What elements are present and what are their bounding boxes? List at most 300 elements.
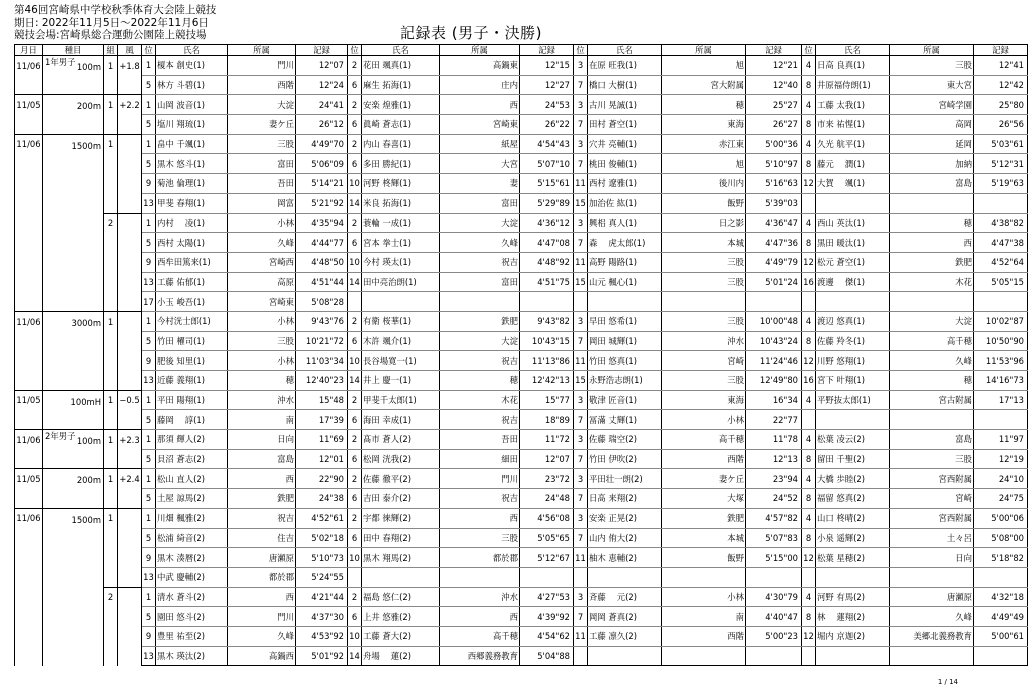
team-cell	[662, 567, 746, 587]
athlete-name-cell: 佐藤 瑞空(2)	[588, 430, 662, 450]
table-row	[15, 489, 1028, 509]
team-cell: 西	[228, 469, 296, 489]
athlete-name-cell	[816, 646, 890, 666]
record-cell: 17"39	[296, 410, 348, 430]
record-cell: 4'57"82	[746, 508, 802, 528]
record-cell	[746, 646, 802, 666]
place-cell: 9	[142, 174, 156, 194]
place-cell: 2	[348, 430, 362, 450]
athlete-name-cell: 園田 悠斗(2)	[156, 607, 228, 627]
place-cell	[574, 292, 588, 312]
athlete-name-cell: 竹田 悠真(1)	[588, 351, 662, 371]
record-cell: 5'15"61	[520, 174, 574, 194]
team-cell: 大淀	[440, 331, 520, 351]
record-cell: 12"15	[520, 56, 574, 76]
team-cell: 宮崎	[890, 489, 974, 509]
athlete-name-cell: 藤岡 諄(1)	[156, 410, 228, 430]
event-distance: 100m	[76, 436, 101, 447]
record-cell: 5'07"83	[746, 528, 802, 548]
place-cell: 14	[348, 371, 362, 391]
record-cell: 4'35"94	[296, 213, 348, 233]
team-cell: 吾田	[228, 174, 296, 194]
team-cell: 西	[440, 95, 520, 115]
column-header: 氏名	[362, 45, 440, 56]
event-cell	[43, 528, 104, 548]
team-cell: 穂	[890, 213, 974, 233]
event-distance: 200m	[76, 101, 101, 112]
athlete-name-cell: 榎本 創史(1)	[156, 56, 228, 76]
place-cell: 11	[574, 174, 588, 194]
event-cell	[43, 449, 104, 469]
athlete-name-cell: 敬津 匠音(1)	[588, 390, 662, 410]
results-body	[15, 56, 1028, 666]
table-row	[15, 508, 1028, 528]
record-cell: 24"38	[296, 489, 348, 509]
wind-cell: −0.5	[118, 390, 142, 410]
athlete-name-cell: 市来 祐惺(1)	[816, 115, 890, 135]
team-cell: 宮崎東	[228, 292, 296, 312]
place-cell: 2	[348, 134, 362, 154]
event-cell	[43, 646, 104, 666]
record-cell	[974, 567, 1028, 587]
team-cell	[662, 292, 746, 312]
athlete-name-cell: 山元 楓心(1)	[588, 272, 662, 292]
record-cell: 4'32"18	[974, 587, 1028, 607]
table-row	[15, 233, 1028, 253]
record-cell: 10'00"48	[746, 311, 802, 331]
team-cell: 大宮	[440, 154, 520, 174]
record-cell: 5'12"67	[520, 548, 574, 568]
wind-cell	[118, 410, 142, 430]
wind-cell	[118, 174, 142, 194]
athlete-name-cell: 有衛 桜華(1)	[362, 311, 440, 331]
place-cell: 3	[574, 213, 588, 233]
team-cell: 旭	[662, 154, 746, 174]
column-header: 記録	[520, 45, 574, 56]
athlete-name-cell: 加治佐 紘(1)	[588, 193, 662, 213]
heat-cell	[104, 567, 118, 587]
column-header: 氏名	[816, 45, 890, 56]
athlete-name-cell: 留田 千聖(2)	[816, 449, 890, 469]
event-cell	[43, 371, 104, 391]
place-cell: 12	[802, 626, 816, 646]
athlete-name-cell: 渡邊 傑(1)	[816, 272, 890, 292]
place-cell: 6	[348, 607, 362, 627]
athlete-name-cell: 川畑 楓雅(2)	[156, 508, 228, 528]
team-cell: 沖水	[662, 331, 746, 351]
team-cell: 祝吉	[440, 410, 520, 430]
event-cell	[43, 75, 104, 95]
record-cell: 12'49"80	[746, 371, 802, 391]
page-number: 1 / 14	[937, 678, 958, 686]
athlete-name-cell: 豊里 祐至(2)	[156, 626, 228, 646]
record-cell	[746, 292, 802, 312]
column-header: 所属	[890, 45, 974, 56]
place-cell: 7	[574, 75, 588, 95]
date-cell	[15, 351, 43, 371]
athlete-name-cell	[362, 567, 440, 587]
wind-cell	[118, 371, 142, 391]
team-cell: 高岡	[890, 115, 974, 135]
wind-cell	[118, 567, 142, 587]
table-row	[15, 528, 1028, 548]
event-cell	[43, 311, 104, 331]
athlete-name-cell: 佐藤 羚冬(1)	[816, 331, 890, 351]
record-cell: 17"13	[974, 390, 1028, 410]
athlete-name-cell: 松浦 綺音(2)	[156, 528, 228, 548]
heat-cell	[104, 331, 118, 351]
date-cell	[15, 292, 43, 312]
team-cell: 三股	[228, 134, 296, 154]
record-cell: 4'44"77	[296, 233, 348, 253]
team-cell: 旭	[662, 56, 746, 76]
record-cell: 26"12	[296, 115, 348, 135]
table-row	[15, 430, 1028, 450]
record-cell: 10'21"72	[296, 331, 348, 351]
record-cell: 5'05"15	[974, 272, 1028, 292]
record-cell: 4'51"75	[520, 272, 574, 292]
record-cell	[974, 292, 1028, 312]
header-row	[15, 45, 1028, 56]
record-cell: 5'00"61	[974, 626, 1028, 646]
place-cell: 3	[574, 587, 588, 607]
team-cell: 唐瀬原	[890, 587, 974, 607]
record-cell: 4'49"70	[296, 134, 348, 154]
team-cell: 宮西附属	[890, 469, 974, 489]
event-name: 1年男子	[45, 57, 76, 67]
place-cell: 9	[142, 626, 156, 646]
column-header: 種目	[43, 45, 104, 56]
record-cell: 11'13"86	[520, 351, 574, 371]
team-cell	[440, 292, 520, 312]
team-cell: 三股	[890, 449, 974, 469]
athlete-name-cell: 工藤 凛久(2)	[588, 626, 662, 646]
record-cell: 5'05"65	[520, 528, 574, 548]
athlete-name-cell: 穴井 亮輔(1)	[588, 134, 662, 154]
record-cell: 14'16"73	[974, 371, 1028, 391]
athlete-name-cell: 黒木 悠斗(1)	[156, 154, 228, 174]
athlete-name-cell: 今村洸士郎(1)	[156, 311, 228, 331]
record-cell: 10'02"87	[974, 311, 1028, 331]
athlete-name-cell	[362, 292, 440, 312]
table-row	[15, 469, 1028, 489]
record-cell: 5'19"63	[974, 174, 1028, 194]
record-cell: 11'03"34	[296, 351, 348, 371]
team-cell: 小林	[228, 213, 296, 233]
athlete-name-cell: 蓑輪 一成(1)	[362, 213, 440, 233]
record-cell: 5'21"92	[296, 193, 348, 213]
team-cell: 妻ケ丘	[662, 469, 746, 489]
place-cell: 8	[802, 489, 816, 509]
team-cell: 西階	[662, 449, 746, 469]
heat-cell	[104, 75, 118, 95]
athlete-name-cell: 田村 蒼空(1)	[588, 115, 662, 135]
record-cell: 4'48"92	[520, 252, 574, 272]
record-cell: 4'38"82	[974, 213, 1028, 233]
place-cell: 5	[142, 489, 156, 509]
place-cell: 7	[574, 489, 588, 509]
column-header: 所属	[228, 45, 296, 56]
event-cell	[43, 233, 104, 253]
team-cell: 富島	[890, 174, 974, 194]
heat-cell	[104, 154, 118, 174]
wind-cell	[118, 134, 142, 154]
date-cell	[15, 115, 43, 135]
place-cell: 9	[142, 351, 156, 371]
team-cell: 三股	[662, 272, 746, 292]
wind-cell	[118, 607, 142, 627]
table-row	[15, 252, 1028, 272]
place-cell: 1	[142, 56, 156, 76]
athlete-name-cell: 土屋 諒馬(2)	[156, 489, 228, 509]
team-cell: 富島	[228, 449, 296, 469]
place-cell: 4	[802, 587, 816, 607]
record-cell: 24"52	[746, 489, 802, 509]
place-cell: 14	[348, 646, 362, 666]
event-distance: 200m	[76, 475, 101, 486]
column-header: 位	[802, 45, 816, 56]
place-cell: 5	[142, 233, 156, 253]
place-cell: 1	[142, 508, 156, 528]
athlete-name-cell: 松山 直人(2)	[156, 469, 228, 489]
place-cell: 15	[574, 371, 588, 391]
date-cell	[15, 331, 43, 351]
event-cell	[43, 115, 104, 135]
place-cell: 3	[574, 56, 588, 76]
athlete-name-cell	[588, 292, 662, 312]
athlete-name-cell: 桃田 俊輔(1)	[588, 154, 662, 174]
date-cell	[15, 410, 43, 430]
heat-cell: 1	[104, 430, 118, 450]
athlete-name-cell: 平田 陽翔(1)	[156, 390, 228, 410]
record-cell: 25"80	[974, 95, 1028, 115]
event-cell	[43, 607, 104, 627]
athlete-name-cell: 斉藤 元(2)	[588, 587, 662, 607]
record-cell: 5'00"06	[974, 508, 1028, 528]
team-cell: 三股	[662, 311, 746, 331]
heat-cell	[104, 548, 118, 568]
team-cell	[890, 193, 974, 213]
athlete-name-cell: 近藤 義翔(1)	[156, 371, 228, 391]
table-row	[15, 607, 1028, 627]
event-distance: 1500m	[71, 514, 101, 525]
place-cell: 8	[802, 449, 816, 469]
place-cell: 3	[574, 311, 588, 331]
record-cell: 5'14"21	[296, 174, 348, 194]
meet-dates: 期日: 2022年11月5日～2022年11月6日	[14, 16, 209, 29]
event-cell	[43, 272, 104, 292]
record-cell: 25"27	[746, 95, 802, 115]
event-distance: 3000m	[71, 317, 101, 328]
team-cell: 日向	[890, 548, 974, 568]
event-cell	[43, 95, 104, 115]
place-cell: 3	[574, 95, 588, 115]
wind-cell: +2.2	[118, 95, 142, 115]
table-row	[15, 134, 1028, 154]
athlete-name-cell: 甲斐 春翔(1)	[156, 193, 228, 213]
team-cell: 美郷北義務教育	[890, 626, 974, 646]
team-cell	[890, 292, 974, 312]
record-cell: 9'43"76	[296, 311, 348, 331]
place-cell: 15	[574, 272, 588, 292]
heat-cell: 2	[104, 213, 118, 233]
place-cell: 4	[802, 134, 816, 154]
team-cell: 高原	[228, 272, 296, 292]
athlete-name-cell: 森 虎太郎(1)	[588, 233, 662, 253]
record-cell: 5'07"10	[520, 154, 574, 174]
event-cell	[43, 548, 104, 568]
athlete-name-cell: 高野 陽路(1)	[588, 252, 662, 272]
team-cell: 小林	[662, 410, 746, 430]
place-cell: 6	[348, 75, 362, 95]
wind-cell	[118, 292, 142, 312]
place-cell: 14	[348, 193, 362, 213]
athlete-name-cell: 宮下 叶翔(1)	[816, 371, 890, 391]
wind-cell	[118, 351, 142, 371]
record-cell: 24"10	[974, 469, 1028, 489]
wind-cell	[118, 213, 142, 233]
record-cell: 12"41	[974, 56, 1028, 76]
column-header: 記録	[974, 45, 1028, 56]
place-cell	[802, 567, 816, 587]
athlete-name-cell: 内村 凌(1)	[156, 213, 228, 233]
table-row	[15, 95, 1028, 115]
team-cell: 高千穂	[662, 430, 746, 450]
heat-cell	[104, 410, 118, 430]
team-cell: 三股	[440, 528, 520, 548]
heat-cell	[104, 115, 118, 135]
wind-cell	[118, 646, 142, 666]
team-cell: 紙屋	[440, 134, 520, 154]
team-cell: 富田	[440, 272, 520, 292]
heat-cell: 1	[104, 134, 118, 154]
team-cell: 大淀	[440, 213, 520, 233]
column-header: 記録	[296, 45, 348, 56]
date-cell	[15, 75, 43, 95]
athlete-name-cell: 松岡 洸我(2)	[362, 449, 440, 469]
place-cell: 4	[802, 508, 816, 528]
athlete-name-cell: 橋口 大樹(1)	[588, 75, 662, 95]
record-cell: 5'08"28	[296, 292, 348, 312]
record-cell: 12"24	[296, 75, 348, 95]
record-cell: 12"19	[974, 449, 1028, 469]
record-cell: 4'48"50	[296, 252, 348, 272]
team-cell: 高鍋西	[228, 646, 296, 666]
team-cell: 東海	[662, 115, 746, 135]
record-cell: 4'52"61	[296, 508, 348, 528]
wind-cell	[118, 449, 142, 469]
athlete-name-cell: 花田 颯真(1)	[362, 56, 440, 76]
team-cell: 穂	[228, 371, 296, 391]
place-cell: 8	[802, 607, 816, 627]
date-cell	[15, 213, 43, 233]
athlete-name-cell: 堀内 京迦(2)	[816, 626, 890, 646]
place-cell: 13	[142, 272, 156, 292]
date-cell	[15, 489, 43, 509]
table-row	[15, 174, 1028, 194]
place-cell: 13	[142, 646, 156, 666]
place-cell: 5	[142, 115, 156, 135]
place-cell: 16	[802, 272, 816, 292]
team-cell: 西階	[228, 75, 296, 95]
record-cell: 11"72	[520, 430, 574, 450]
team-cell: 大淀	[890, 311, 974, 331]
place-cell: 3	[574, 390, 588, 410]
team-cell: 三股	[662, 371, 746, 391]
place-cell: 6	[348, 528, 362, 548]
date-cell: 11/05	[15, 390, 43, 410]
team-cell: 大淀	[228, 95, 296, 115]
column-header: 風	[118, 45, 142, 56]
athlete-name-cell: 佐藤 徹平(2)	[362, 469, 440, 489]
heat-cell: 1	[104, 95, 118, 115]
record-cell: 4'56"08	[520, 508, 574, 528]
record-cell: 11"69	[296, 430, 348, 450]
date-cell	[15, 626, 43, 646]
record-cell: 4'47"38	[974, 233, 1028, 253]
team-cell: 大塚	[662, 489, 746, 509]
team-cell: 沖水	[440, 587, 520, 607]
athlete-name-cell: 福留 悠真(2)	[816, 489, 890, 509]
team-cell: 都於郡	[440, 548, 520, 568]
team-cell: 祝吉	[440, 351, 520, 371]
record-cell: 10'50"90	[974, 331, 1028, 351]
team-cell: 宮崎学園	[890, 95, 974, 115]
place-cell: 7	[574, 410, 588, 430]
table-row	[15, 390, 1028, 410]
record-cell: 12'40"23	[296, 371, 348, 391]
heat-cell	[104, 233, 118, 253]
column-header: 位	[142, 45, 156, 56]
record-cell: 16"34	[746, 390, 802, 410]
wind-cell: +2.3	[118, 430, 142, 450]
heat-cell	[104, 252, 118, 272]
record-cell: 24"41	[296, 95, 348, 115]
place-cell: 11	[574, 252, 588, 272]
heat-cell	[104, 449, 118, 469]
team-cell: 東大宮	[890, 75, 974, 95]
place-cell: 8	[802, 233, 816, 253]
record-cell: 5'16"63	[746, 174, 802, 194]
place-cell: 7	[574, 449, 588, 469]
athlete-name-cell: 小泉 遥輝(2)	[816, 528, 890, 548]
place-cell: 2	[348, 508, 362, 528]
athlete-name-cell: 在原 旺我(1)	[588, 56, 662, 76]
event-cell	[43, 331, 104, 351]
event-cell	[43, 390, 104, 410]
place-cell: 11	[574, 548, 588, 568]
athlete-name-cell: 黒木 瑛汰(2)	[156, 646, 228, 666]
athlete-name-cell: 宮本 拳士(1)	[362, 233, 440, 253]
place-cell: 2	[348, 56, 362, 76]
column-header: 所属	[440, 45, 520, 56]
event-cell	[43, 213, 104, 233]
team-cell: 宮古附属	[890, 390, 974, 410]
heat-cell: 1	[104, 469, 118, 489]
place-cell: 11	[574, 626, 588, 646]
event-cell	[43, 56, 104, 76]
place-cell: 1	[142, 134, 156, 154]
wind-cell	[118, 311, 142, 331]
place-cell: 12	[802, 174, 816, 194]
wind-cell: +2.4	[118, 469, 142, 489]
record-cell: 4'37"30	[296, 607, 348, 627]
record-cell: 12"07	[520, 449, 574, 469]
athlete-name-cell: 黒木 翔馬(2)	[362, 548, 440, 568]
team-cell: 富島	[890, 430, 974, 450]
team-cell: 宮大附属	[662, 75, 746, 95]
record-cell: 4'49"49	[974, 607, 1028, 627]
